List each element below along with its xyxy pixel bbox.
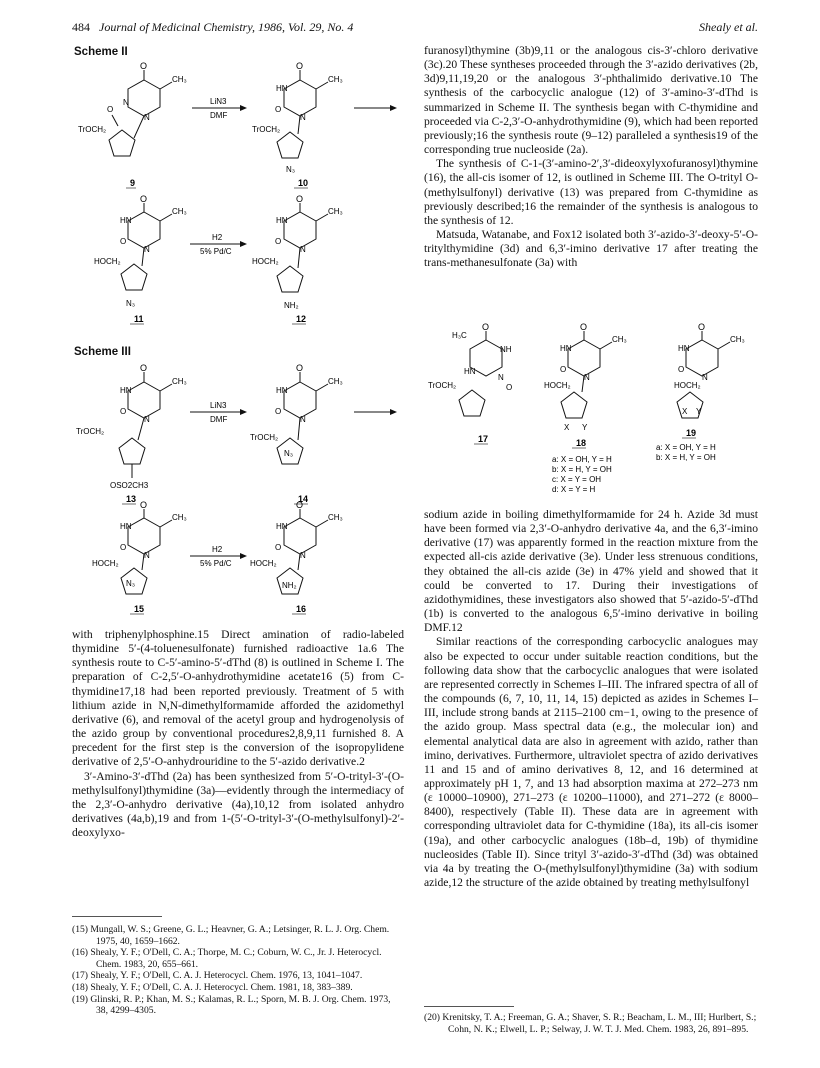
compound-12-label: 12 [296, 314, 307, 324]
svg-text:O: O [560, 365, 567, 374]
svg-text:O: O [140, 363, 148, 373]
references-left [72, 924, 404, 1017]
svg-text:CH₃: CH₃ [172, 377, 187, 386]
svg-text:HOCH₂: HOCH₂ [252, 257, 279, 266]
paragraph: Matsuda, Watanabe, and Fox12 isolated both 3′-azido-3′-deoxy-5′-O-tritylthymidine (3d) and 6,3′-imino derivative 17 after treating the trans-methanesulfonate (3a) with [424, 228, 758, 270]
svg-text:TrOCH₂: TrOCH₂ [76, 427, 105, 436]
svg-text:N₃: N₃ [284, 449, 294, 458]
legend-19-a: a: X = OH, Y = H [656, 443, 716, 452]
right-body-text-top [424, 44, 758, 271]
svg-text:O: O [296, 61, 304, 71]
svg-text:O: O [275, 105, 282, 114]
reagent-pdc: 5% Pd/C [200, 247, 232, 256]
footnote-rule [424, 1006, 514, 1007]
reference: (19) Glinski, R. P.; Khan, M. S.; Kalamas, R. L.; Sporn, M. B. J. Org. Chem. 1973, 38, 4299–4305. [72, 993, 391, 1017]
reagent-h2: H2 [212, 545, 223, 554]
svg-text:CH₃: CH₃ [328, 377, 343, 386]
svg-text:HN: HN [678, 344, 690, 353]
svg-text:O: O [275, 237, 282, 246]
legend-18-c: c: X = Y = OH [552, 475, 602, 484]
svg-text:TrOCH₂: TrOCH₂ [78, 125, 107, 134]
svg-text:X: X [564, 423, 570, 432]
svg-text:O: O [140, 500, 148, 510]
scheme-3-label: Scheme III [74, 346, 131, 358]
svg-text:O: O [296, 194, 304, 204]
reagent-h2: H2 [212, 233, 223, 242]
svg-text:CH₃: CH₃ [328, 75, 343, 84]
svg-text:N: N [144, 245, 150, 254]
legend-18-d: d: X = Y = H [552, 485, 596, 494]
svg-text:O: O [107, 105, 114, 114]
paragraph: furanosyl)thymine (3b)9,11 or the analogous cis-3′-chloro derivative (3c).20 These syntheses proceeded through the 3′-azido derivatives (2b, 3d)9,11,19,20 or the analogous 3′-phthalimido derivative.10 The synthesis of the carbocyclic analogue (12) of 3′-amino-3′-dThd is summarized in Scheme II. The synthesis began with C-thymidine and proceeded via C-2,3′-O-anhydrothymidine (9), which had been reported previously;16 the synthesis route (9–12) paralleled a synthesis19 of the corresponding true nucleoside (2a). [424, 44, 758, 157]
svg-text:HOCH₂: HOCH₂ [250, 559, 277, 568]
svg-text:TrOCH₂: TrOCH₂ [252, 125, 281, 134]
reference: (17) Shealy, Y. F.; O'Dell, C. A. J. Heterocycl. Chem. 1976, 13, 1041–1047. [72, 970, 363, 982]
svg-text:HN: HN [120, 216, 132, 225]
paragraph: with triphenylphosphine.15 Direct amination of radio-labeled thymidine 5′-(4-toluenesulfonate) furnished radioactive 1a.6 The synthesis route to C-5′-amino-5′-dThd (8) is outlined in Scheme I. The preparation of C-2,5′-O-anhydrothymidine acetate16 (5) from C-thymidine17,18 had been reported previously. Treatment of 5 with lithium azide in N,N-dimethylformamide afforded the azidomethyl derivative (6), and removal of the acetyl group and hydrogenolysis of the azido group by conventional procedures2,8,9,11 furnished 8. A precedent for the first step is the conversion of the isopropylidene derivative of 2,5′-O-anhydrouridine to the 5′-azido derivative.2 [72, 628, 404, 769]
svg-text:CH₃: CH₃ [328, 207, 343, 216]
svg-text:NH₂: NH₂ [284, 301, 299, 310]
svg-text:CH₃: CH₃ [612, 335, 627, 344]
running-header-left [72, 20, 353, 35]
svg-text:O: O [140, 61, 148, 71]
journal-citation: Journal of Medicinal Chemistry, 1986, Vol. 29, No. 4 [99, 20, 354, 34]
compound-14-label: 14 [298, 494, 309, 504]
svg-text:HOCH₂: HOCH₂ [92, 559, 119, 568]
paragraph: The synthesis of C-1-(3′-amino-2′,3′-dideoxylyxofuranosyl)thymine (16), the all-cis isomer of 12, is outlined in Scheme III. The O-trityl O-(methylsulfonyl) derivative (13) was prepared from C-thymidine as previously described;16 the remainder of the synthesis is analogous to the synthesis of 12. [424, 157, 758, 227]
svg-text:N: N [144, 551, 150, 560]
scheme-3-figure [72, 360, 412, 622]
svg-text:N: N [144, 113, 150, 122]
svg-text:HOCH₂: HOCH₂ [94, 257, 121, 266]
svg-text:N: N [300, 551, 306, 560]
svg-text:X: X [682, 407, 688, 416]
svg-text:H₃C: H₃C [452, 331, 467, 340]
compound-17-label: 17 [478, 434, 489, 444]
running-header-authors: Shealy et al. [699, 20, 758, 34]
svg-text:CH₃: CH₃ [172, 513, 187, 522]
svg-text:N₃: N₃ [126, 299, 136, 308]
svg-text:O: O [296, 363, 304, 373]
svg-text:CH₃: CH₃ [172, 75, 187, 84]
svg-text:HN: HN [276, 386, 288, 395]
footnote-rule [72, 916, 162, 917]
svg-text:N: N [123, 98, 129, 107]
svg-text:O: O [275, 407, 282, 416]
svg-text:N: N [300, 245, 306, 254]
svg-text:N: N [584, 373, 590, 382]
svg-text:HOCH₂: HOCH₂ [544, 381, 571, 390]
right-body-text-bottom [424, 508, 758, 890]
legend-18-b: b: X = H, Y = OH [552, 465, 612, 474]
scheme-2-label: Scheme II [74, 46, 128, 58]
oso2ch3-group: OSO2CH3 [110, 481, 149, 490]
svg-text:O: O [140, 194, 148, 204]
legend-19-b: b: X = H, Y = OH [656, 453, 716, 462]
svg-text:O: O [275, 543, 282, 552]
reference: (16) Shealy, Y. F.; O'Dell, C. A.; Thorpe, M. C.; Coburn, W. C., Jr. J. Heterocycl. Chem. 1983, 20, 655–661. [72, 947, 382, 970]
svg-text:N: N [300, 415, 306, 424]
svg-text:HN: HN [276, 84, 288, 93]
svg-text:N: N [144, 415, 150, 424]
svg-text:HN: HN [276, 216, 288, 225]
compound-11-label: 11 [134, 314, 144, 324]
compound-10-label: 10 [298, 178, 309, 188]
references-right [424, 1012, 758, 1035]
svg-text:N₃: N₃ [126, 579, 136, 588]
paragraph: Similar reactions of the corresponding carbocyclic analogues may also be expected to occur under suitable reaction conditions, but the following data show that the carbocyclic analogues that were isolated are represented correctly in Schemes I–III. The infrared spectra of all of the compounds (6, 7, 10, 11, 14, 15) depicted as azides in Schemes I–III, include strong bands at 2115–2100 cm−1, owing to the presence of the azido group. Mass spectral data (e.g., the molecular ion) and elemental analytical data are also in agreement with azido, rather than imino, derivatives. Furthermore, ultraviolet spectra of azido derivatives 11 and 15 and of amino derivatives 8, 12, and 16 determined at approximately pH 1, 7, and 13 had absorption maxima at 272–273 nm (ε 10000–10900), 271–273 (ε 10200–11000), and 271–272 (ε 8000–8400), respectively (Table II). These data are in agreement with corresponding ultraviolet data for C-thymidine (18a), its all-cis isomer (19a), and other carbocyclic analogues (18b–d, 19b) of thymidine nucleosides (Table II). Since trityl 3′-azido-3′-dThd (3d) was obtained via 4a by treating the O-(methylsulfonyl)thymidine (3a) with sodium azide,12 the structure of the azide obtained by treating methylsulfonyl [424, 635, 758, 890]
svg-text:O: O [678, 365, 685, 374]
svg-text:Y: Y [696, 407, 702, 416]
svg-text:O: O [120, 407, 127, 416]
legend-18-a: a: X = OH, Y = H [552, 455, 612, 464]
reagent-dmf: DMF [210, 415, 228, 424]
svg-text:HOCH₂: HOCH₂ [674, 381, 701, 390]
svg-text:N₃: N₃ [286, 165, 296, 174]
structures-17-18-19-figure [424, 322, 758, 498]
compound-13-label: 13 [126, 494, 137, 504]
svg-text:O: O [120, 237, 127, 246]
svg-text:CH₃: CH₃ [172, 207, 187, 216]
reference: (18) Shealy, Y. F.; O'Dell, C. A. J. Heterocycl. Chem. 1981, 18, 383–389. [72, 981, 353, 993]
svg-text:NH: NH [500, 345, 512, 354]
compound-18-label: 18 [576, 438, 587, 448]
compound-15-label: 15 [134, 604, 145, 614]
svg-text:O: O [120, 543, 127, 552]
svg-text:NH₂: NH₂ [282, 581, 297, 590]
svg-text:N: N [702, 373, 708, 382]
svg-text:CH₃: CH₃ [730, 335, 745, 344]
compound-16-label: 16 [296, 604, 307, 614]
svg-text:O: O [296, 500, 304, 510]
compound-9-label: 9 [130, 178, 136, 188]
svg-text:TrOCH₂: TrOCH₂ [428, 381, 457, 390]
svg-text:O: O [506, 383, 513, 392]
reagent-dmf: DMF [210, 111, 228, 120]
reagent-pdc: 5% Pd/C [200, 559, 232, 568]
svg-text:O: O [482, 322, 490, 332]
svg-text:TrOCH₂: TrOCH₂ [250, 433, 279, 442]
reference: (20) Krenitsky, T. A.; Freeman, G. A.; Shaver, S. R.; Beacham, L. M., III; Hurlbert, S.; Cohn, N. K.; Elwell, L. P.; Selway, J. W. T. J. Med. Chem. 1983, 26, 891–895. [424, 1012, 757, 1035]
svg-text:HN: HN [120, 386, 132, 395]
svg-text:HN: HN [120, 522, 132, 531]
reference: (15) Mungall, W. S.; Greene, G. L.; Heavner, G. A.; Letsinger, R. L. J. Org. Chem. 1975, 40, 1659–1662. [72, 924, 390, 947]
svg-text:CH₃: CH₃ [328, 513, 343, 522]
left-body-text [72, 628, 404, 840]
compound-19-label: 19 [686, 428, 697, 438]
svg-text:HN: HN [464, 367, 476, 376]
svg-text:HN: HN [276, 522, 288, 531]
svg-text:Y: Y [582, 423, 588, 432]
svg-text:O: O [698, 322, 706, 332]
svg-text:O: O [580, 322, 588, 332]
reagent-lin3: LiN3 [210, 97, 227, 106]
svg-text:N: N [300, 113, 306, 122]
svg-text:N: N [498, 373, 504, 382]
paragraph: sodium azide in boiling dimethylformamide for 24 h. Azide 3d must have been formed via 2,3′-O-anhydro derivative 4a, and the 6,3′-imino derivative (17) was apparently formed in the reaction mixture from the expected all-cis azide derivative (3e). Under less strenuous conditions, they obtained the all-cis azide (3e) in 47% yield and showed that it could be converted to 17. During their investigations of azidothymidines, these investigators also showed that 5′-azido-5′-dThd (1b) is converted to the analogous 6,5′-imino derivative in boiling DMF.12 [424, 508, 758, 635]
svg-text:HN: HN [560, 344, 572, 353]
page-number: 484 [72, 20, 90, 34]
scheme-2-figure [72, 60, 412, 360]
paragraph: 3′-Amino-3′-dThd (2a) has been synthesized from 5′-O-trityl-3′-(O-methylsulfonyl)thymidine (3a)—evidently through the intermediacy of the 2,3′-O-anhydro derivative (4a),10,12 from isolated anhydro derivatives (4a,b),19 and from 1-(5′-O-trityl-3′-(O-methylsulfonyl)-2′-deoxylyxo- [72, 769, 404, 840]
reagent-lin3: LiN3 [210, 401, 227, 410]
